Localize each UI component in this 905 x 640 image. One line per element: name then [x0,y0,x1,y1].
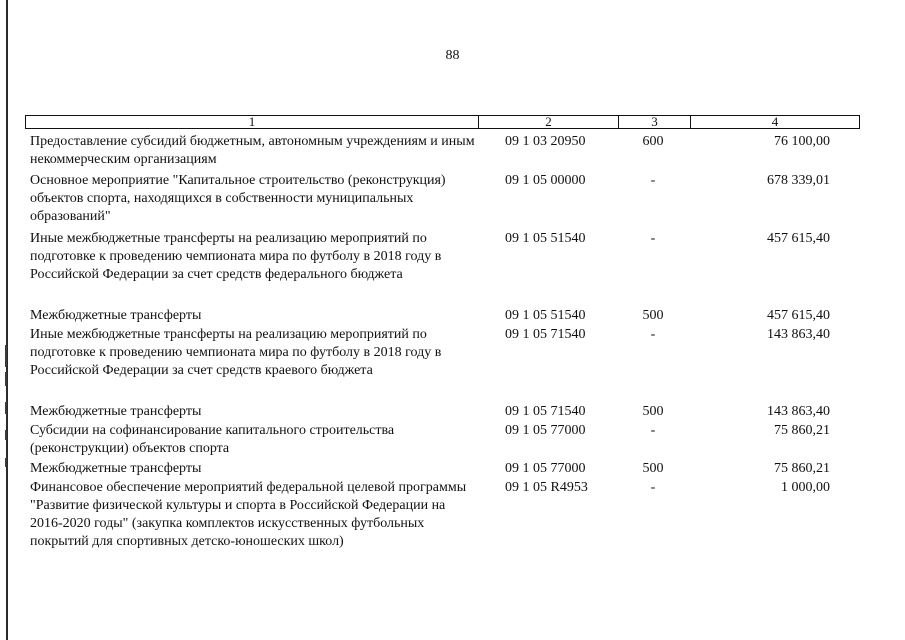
row-type: 600 [642,134,664,149]
row-amount: 678 339,01 [767,173,830,188]
margin-mark [5,345,7,367]
row-amount: 75 860,21 [774,423,830,438]
row-amount: 143 863,40 [767,404,830,419]
row-code: 09 1 05 00000 [505,173,586,188]
column-header: 4 [771,114,779,129]
row-type: - [650,231,656,246]
margin-mark [5,372,7,386]
row-name: Субсидии на софинансирование капитального строительства (реконструкции) объектов спорта [30,423,395,456]
row-type: 500 [642,461,664,476]
page-number: 88 [445,48,460,63]
row-name: Основное мероприятие "Капитальное строительство (реконструкция) объектов спорта, находящихся в собственности муниципальных образований" [30,173,446,224]
row-type: - [650,423,656,438]
row-code: 09 1 05 77000 [505,423,586,438]
row-name: Иные межбюджетные трансферты на реализацию мероприятий по подготовке к проведению чемпионата мира по футболу в 2018 году в Российской Федерации за счет средств федерального бюджета [30,231,442,282]
row-amount: 76 100,00 [774,134,830,149]
row-code: 09 1 05 71540 [505,327,586,342]
row-code: 09 1 05 77000 [505,461,586,476]
table-header [25,115,860,129]
row-type: - [650,327,656,342]
row-code: 09 1 05 51540 [505,308,586,323]
margin-mark [5,402,7,414]
row-amount: 457 615,40 [767,308,830,323]
row-name: Межбюджетные трансферты [30,404,202,419]
column-header: 3 [619,116,691,128]
row-name: Финансовое обеспечение мероприятий федеральной целевой программы "Развитие физической культуры и спорта в Российской Федерации на 2016-2020 годы" (закупка комплектов искусственных футбольных покрытий для спортивных детско-юношеских школ) [30,480,467,549]
row-type: - [650,173,656,188]
margin-mark [5,430,7,440]
row-name: Иные межбюджетные трансферты на реализацию мероприятий по подготовке к проведению чемпионата мира по футболу в 2018 году в Российской Федерации за счет средств краевого бюджета [30,327,442,378]
row-code: 09 1 05 71540 [505,404,586,419]
row-code: 09 1 05 51540 [505,231,586,246]
row-code: 09 1 03 20950 [505,134,586,149]
column-header: 2 [479,116,619,128]
row-name: Межбюджетные трансферты [30,461,202,476]
row-amount: 143 863,40 [767,327,830,342]
row-type: 500 [642,404,664,419]
row-code: 09 1 05 R4953 [505,480,588,495]
row-name: Межбюджетные трансферты [30,308,202,323]
row-amount: 457 615,40 [767,231,830,246]
margin-mark [5,458,7,467]
row-type: 500 [642,308,664,323]
row-amount: 1 000,00 [781,480,830,495]
row-amount: 75 860,21 [774,461,830,476]
column-header: 1 [26,116,479,128]
scan-edge-line [6,0,8,640]
row-type: - [650,480,656,495]
row-name: Предоставление субсидий бюджетным, автономным учреждениям и иным некоммерческим организациям [30,134,475,167]
